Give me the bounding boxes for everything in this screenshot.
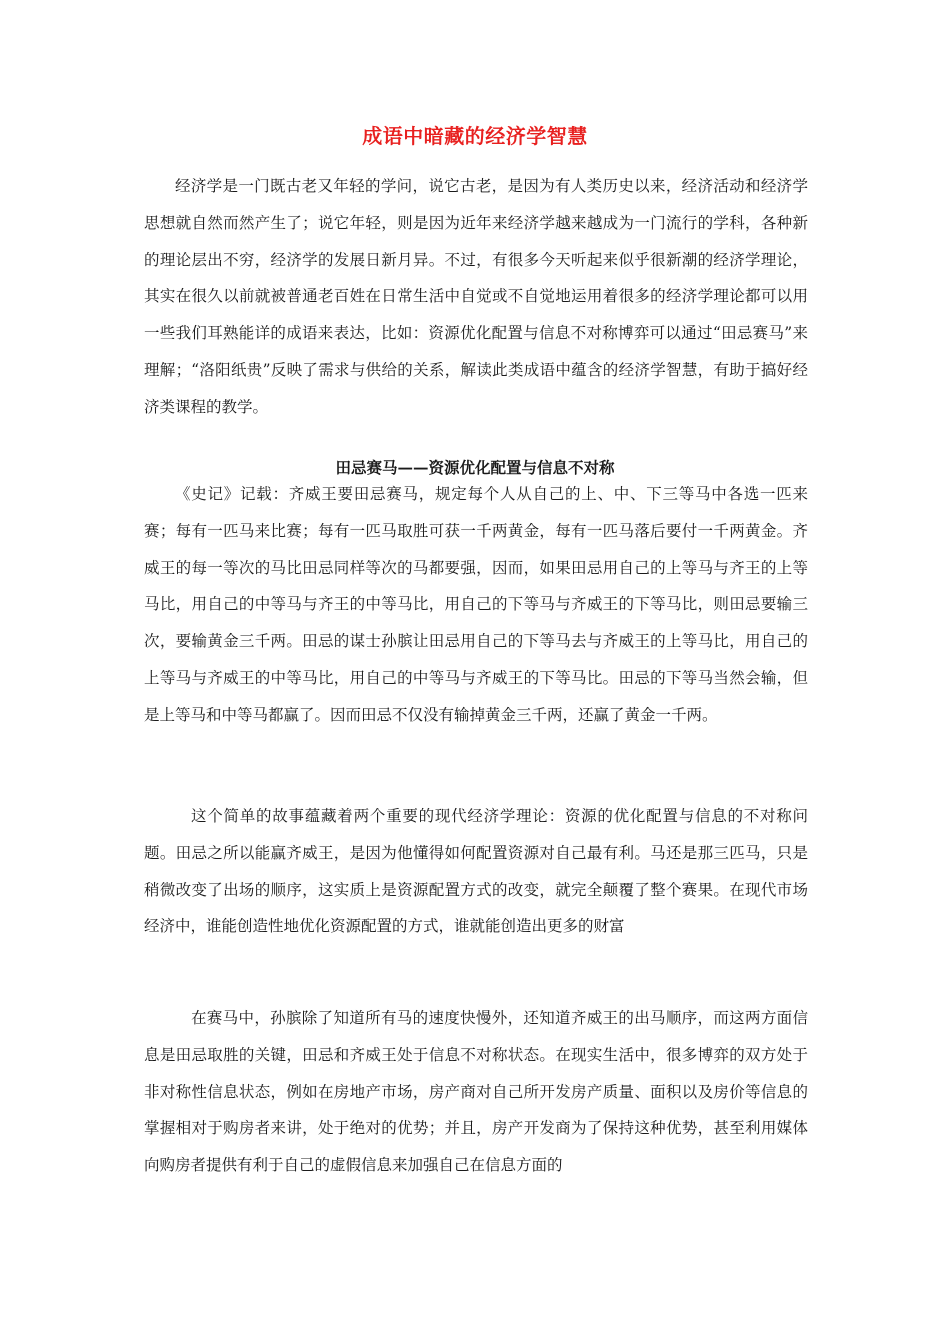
intro-paragraph: 经济学是一门既古老又年轻的学问，说它古老，是因为有人类历史以来，经济活动和经济学思想就自然而然产生了；说它年轻，则是因为近年来经济学越来越成为一门流行的学科，各种新的理论层出不穷，经济学的发展日新月异。不过，有很多今天听起来似乎很新潮的经济学理论，其实在很久以前就被普通老百姓在日常生活中自觉或不自觉地运用着很多的经济学理论都可以用一些我们耳熟能详的成语来表达，比如：资源优化配置与信息不对称博弈可以通过“田忌赛马”来理解；“洛阳纸贵”反映了需求与供给的关系，解读此类成语中蕴含的经济学智慧，有助于搞好经济类课程的教学。 [144,177,808,416]
document-title: 成语中暗藏的经济学智慧 [362,124,588,148]
analysis-paragraph: 这个简单的故事蕴藏着两个重要的现代经济学理论：资源的优化配置与信息的不对称问题。田忌之所以能赢齐威王，是因为他懂得如何配置资源对自己最有利。马还是那三匹马，只是稍微改变了出场的顺序，这实质上是资源配置方式的改变，就完全颠覆了整个赛果。在现代市场经济中，谁能创造性地优化资源配置的方式，谁就能创造出更多的财富 [144,807,808,936]
story-paragraph: 《史记》记载：齐威王要田忌赛马，规定每个人从自己的上、中、下三等马中各选一匹来赛；每有一匹马来比赛；每有一匹马取胜可获一千两黄金，每有一匹马落后要付一千两黄金。齐威王的每一等次的马比田忌同样等次的马都要强，因而，如果田忌用自己的上等马与齐王的上等马比，用自己的中等马与齐王的中等马比，用自己的下等马与齐威王的下等马比，则田忌要输三次，要输黄金三千两。田忌的谋士孙膑让田忌用自己的下等马去与齐威王的上等马比，用自己的上等马与齐威王的中等马比，用自己的中等马与齐威王的下等马比。田忌的下等马当然会输，但是上等马和中等马都赢了。因而田忌不仅没有输掉黄金三千两，还赢了黄金一千两。 [144,485,808,724]
information-paragraph: 在赛马中，孙膑除了知道所有马的速度快慢外，还知道齐威王的出马顺序，而这两方面信息是田忌取胜的关键，田忌和齐威王处于信息不对称状态。在现实生活中，很多博弈的双方处于非对称性信息状态，例如在房地产市场，房产商对自己所开发房产质量、面积以及房价等信息的掌握相对于购房者来讲，处于绝对的优势；并且，房产开发商为了保持这种优势，甚至利用媒体向购房者提供有利于自己的虚假信息来加强自己在信息方面的 [144,1009,808,1175]
section-heading: 田忌赛马——资源优化配置与信息不对称 [335,458,615,477]
